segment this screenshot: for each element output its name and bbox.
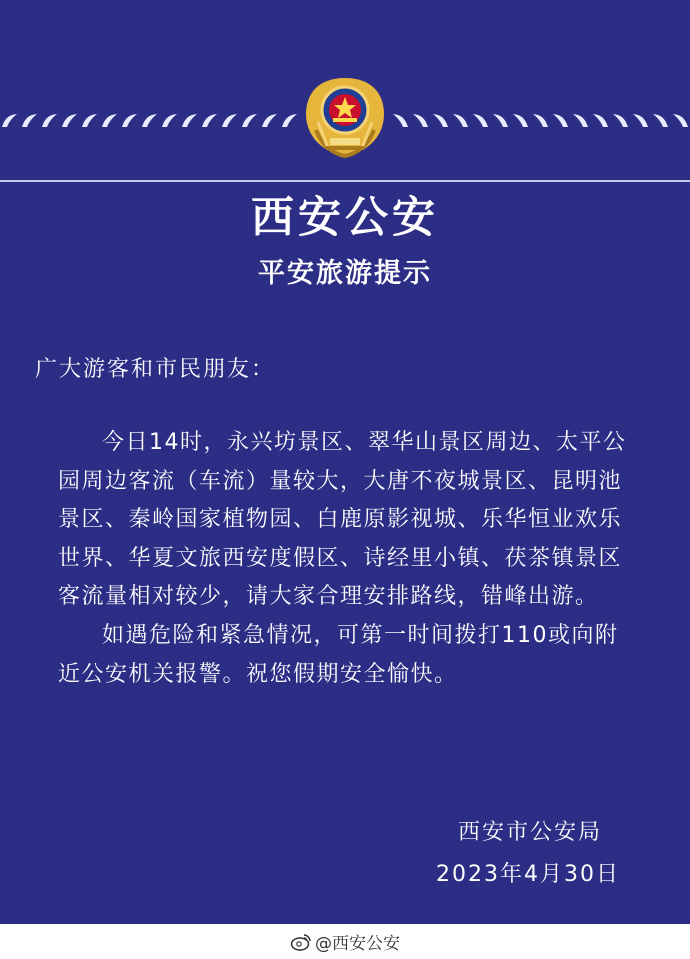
body-paragraph: 如遇危险和紧急情况，可第一时间拨打110或向附近公安机关报警。祝您假期安全愉快。	[58, 622, 619, 687]
header-divider	[0, 180, 690, 182]
wave-ornament-right	[390, 108, 690, 134]
notice-body	[58, 424, 640, 694]
watermark-text: @西安公安	[315, 934, 400, 954]
police-emblem-icon	[298, 72, 392, 162]
signature-block	[436, 812, 620, 896]
signature-org: 西安市公安局	[457, 820, 602, 845]
weibo-icon	[290, 933, 312, 951]
notice-subtitle: 平安旅游提示	[258, 258, 432, 289]
signature-date: 2023年4月30日	[436, 862, 620, 887]
wave-ornament-left	[0, 108, 300, 134]
body-paragraph: 今日14时，永兴坊景区、翠华山景区周边、太平公园周边客流（车流）量较大，大唐不夜城景区、昆明池景区、秦岭国家植物园、白鹿原影视城、乐华恒业欢乐世界、华夏文旅西安度假区、诗经里小镇、茯茶镇景区客流量相对较少，请大家合理安排路线，错峰出游。	[58, 430, 627, 610]
notice-title: 西安公安	[251, 193, 439, 243]
watermark-bar	[0, 924, 690, 959]
greeting: 广大游客和市民朋友：	[35, 357, 276, 382]
